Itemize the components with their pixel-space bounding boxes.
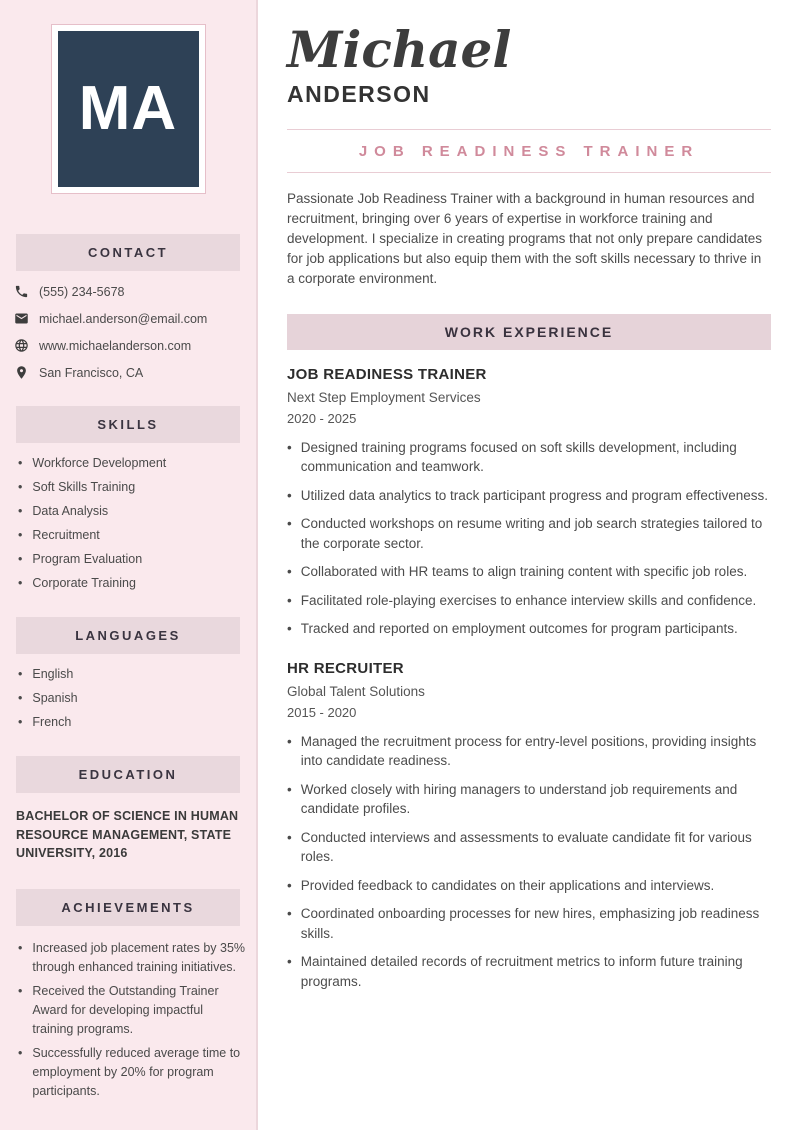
job-company: Next Step Employment Services [287,389,481,405]
bullet-dot: • [18,576,23,590]
job-bullet [287,514,771,553]
contact-phone-text: (555) 234-5678 [39,284,125,299]
achievements-block [0,939,256,1101]
job-bullet-text: Worked closely with hiring managers to understand job requirements and candidate profiles. [300,781,738,816]
skill-item [18,456,246,471]
education-degree: BACHELOR OF SCIENCE IN HUMAN RESOURCE MANAGEMENT, STATE UNIVERSITY, 2016 [16,809,239,860]
languages-list [18,667,246,730]
job-bullet-text: Conducted interviews and assessments to evaluate candidate fit for various roles. [300,829,752,864]
job-dates: 2020 - 2025 [287,410,357,426]
job-bullet-text: Conducted workshops on resume writing and job search strategies tailored to the corporate sector. [300,516,763,551]
bullet-dot: • [18,715,23,729]
email-icon [14,311,29,326]
contact-section-heading [16,234,240,271]
job-bullet-text: Managed the recruitment process for entry-level positions, providing insights into candidate readiness. [300,733,757,768]
contact-list [14,284,246,380]
contact-website-text: www.michaelanderson.com [39,338,192,353]
job-title: HR RECRUITER [287,659,404,677]
contact-item-location [14,365,246,380]
job-bullet [287,876,771,896]
job-bullet-text: Coordinated onboarding processes for new hires, emphasizing job readiness skills. [300,906,760,941]
job-entry-1 [287,366,771,639]
bullet-dot: • [287,564,292,579]
languages-section-heading [16,617,240,654]
job-bullet-text: Designed training programs focused on soft skills development, including communication and teamwork. [300,439,737,474]
job-title: JOB READINESS TRAINER [287,365,487,383]
bullet-dot: • [287,621,292,636]
bullet-dot: • [18,691,23,705]
job-bullet [287,952,771,991]
monogram-square [58,31,199,187]
first-name: Michael [287,20,512,79]
bullet-dot: • [287,733,292,749]
bullet-dot: • [18,1045,23,1060]
bullet-dot: • [287,781,292,797]
achievement-item [18,982,246,1039]
language-item [18,715,246,730]
bullet-dot: • [287,954,292,969]
job-bullet [287,828,771,867]
globe-icon [14,338,29,353]
job-bullet-text: Provided feedback to candidates on their applications and interviews. [300,877,715,893]
bullet-dot: • [18,456,23,470]
job-bullet [287,904,771,943]
contact-item-email [14,311,246,326]
job-bullet [287,562,771,582]
contact-location-text: San Francisco, CA [39,365,144,380]
profile-summary: Passionate Job Readiness Trainer with a background in human resources and recruitment, bringing over 6 years of expertise in workforce training and development. I specialize in creating programs that not only prepare candidates for job applications but also equip them with the soft skills necessary to thrive in a corporate environment. [287,190,763,286]
monogram-initials: MA [78,74,178,143]
bullet-dot: • [287,487,292,503]
work-experience-heading: WORK EXPERIENCE [287,314,771,350]
monogram-card [51,24,206,194]
job-title-banner: JOB READINESS TRAINER [358,142,700,160]
skill-label: Data Analysis [32,504,109,518]
achievement-item [18,1044,246,1101]
contact-email-text: michael.anderson@email.com [39,311,208,326]
job-bullet-text: Tracked and reported on employment outcomes for program participants. [300,621,738,636]
skill-label: Recruitment [32,528,100,542]
job-bullet-list [287,732,771,992]
skills-heading-label: SKILLS [97,417,159,432]
skill-item [18,480,246,495]
skill-item [18,504,246,519]
achievement-text: Successfully reduced average time to employment by 20% for program participants. [32,1045,241,1098]
main-column [258,0,800,1130]
skill-label: Corporate Training [32,576,136,590]
bullet-dot: • [287,877,292,893]
language-item [18,667,246,682]
bullet-dot: • [18,528,23,542]
job-bullet [287,732,771,771]
location-icon [14,365,29,380]
bullet-dot: • [18,983,23,998]
bullet-dot: • [287,592,292,608]
sidebar [0,0,258,1130]
achievement-text: Increased job placement rates by 35% through enhanced training initiatives. [32,940,246,974]
contact-item-website [14,338,246,353]
bullet-dot: • [18,940,23,955]
job-bullet-text: Maintained detailed records of recruitment metrics to inform future training programs. [300,954,743,989]
bullet-dot: • [287,906,292,921]
job-bullet-text: Facilitated role-playing exercises to enhance interview skills and confidence. [300,592,757,608]
bullet-dot: • [18,667,23,681]
job-bullet [287,486,771,506]
job-dates: 2015 - 2020 [287,704,357,720]
job-bullet-list [287,438,771,639]
job-bullet [287,780,771,819]
language-label: Spanish [32,691,78,705]
languages-heading-label: LANGUAGES [75,628,181,643]
achievements-section-heading [16,889,240,926]
education-section-heading [16,756,240,793]
job-bullet [287,438,771,477]
phone-icon [14,284,29,299]
job-bullet-text: Collaborated with HR teams to align training content with specific job roles. [300,564,748,579]
skill-item [18,552,246,567]
skill-label: Soft Skills Training [32,480,136,494]
skills-list [18,456,246,591]
bullet-dot: • [287,516,292,531]
skill-label: Workforce Development [32,456,167,470]
contact-heading-label: CONTACT [87,245,169,260]
bullet-dot: • [287,829,292,845]
contact-item-phone [14,284,246,299]
achievement-text: Received the Outstanding Trainer Award for developing impactful training programs. [32,983,219,1036]
job-bullet-text: Utilized data analytics to track participant progress and program effectiveness. [300,487,768,503]
job-bullet [287,619,771,639]
skill-item [18,576,246,591]
skill-label: Program Evaluation [32,552,143,566]
skills-section-heading [16,406,240,443]
bullet-dot: • [18,480,23,494]
education-heading-label: EDUCATION [78,767,178,782]
language-label: English [32,667,74,681]
divider-line [287,172,771,173]
bullet-dot: • [18,552,23,566]
achievements-list [18,939,246,1101]
skill-item [18,528,246,543]
job-company: Global Talent Solutions [287,683,425,699]
job-bullet [287,591,771,611]
language-item [18,691,246,706]
achievement-item [18,939,246,977]
last-name: ANDERSON [287,80,431,107]
bullet-dot: • [287,439,292,455]
achievements-heading-label: ACHIEVEMENTS [61,899,195,915]
bullet-dot: • [18,504,23,518]
language-label: French [32,715,72,729]
job-entry-2 [287,660,771,992]
